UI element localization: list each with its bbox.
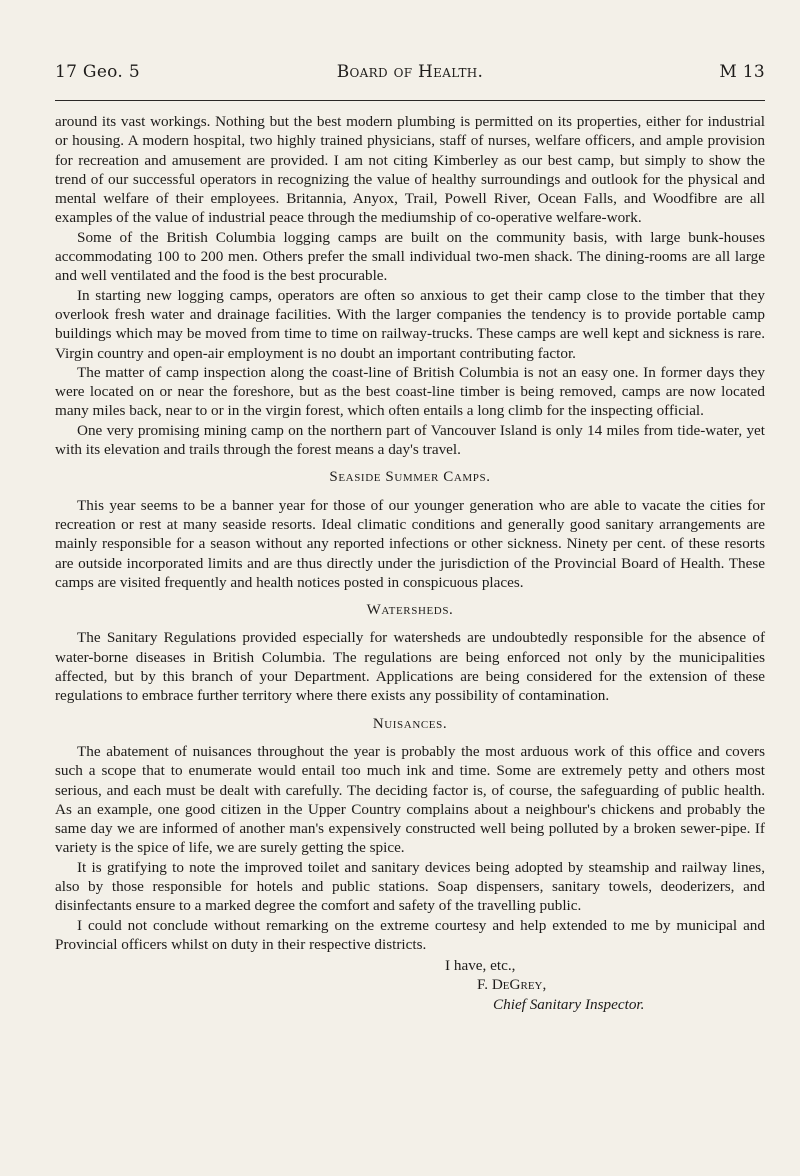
- paragraph: This year seems to be a banner year for those of our younger generation who are able to vacate the cities for recreation or rest at many seaside resorts. Ideal climatic conditions and generally good sanitary arrangements are mainly responsible for a season without any reported infections or other sickness. Ninety per cent. of these resorts are outside incorporated limits and are thus directly under the jurisdiction of the Provincial Board of Health. These camps are visited frequently and health notices posted in conspicuous places.: [55, 496, 765, 591]
- paragraph: In starting new logging camps, operators are often so anxious to get their camp close to the timber that they overlook fresh water and drainage facilities. With the larger companies the tendency is to provide portable camp buildings which may be moved from time to time on railway-trucks. These camps are well kept and sickness is rare. Virgin country and open-air employment is no doubt an important contributing factor.: [55, 286, 765, 362]
- signature-name: F. DeGrey,: [477, 976, 547, 994]
- running-header: [55, 62, 765, 86]
- paragraph: The abatement of nuisances throughout the year is probably the most arduous work of this office and covers such a scope that to enumerate would entail too much ink and time. Some are extremely petty and others most serious, and each must be dealt with carefully. The deciding factor is, of course, the safeguarding of public health. As an example, one good citizen in the Upper Country complains about a neighbour's chickens and probably the same day we are informed of another man's expensively constructed well being polluted by a broken sewer-pipe. If variety is the spice of life, we are surely getting the spice.: [55, 742, 765, 857]
- closing-line: I have, etc.,: [445, 957, 516, 975]
- paragraph: One very promising mining camp on the northern part of Vancouver Island is only 14 miles from tide-water, yet with its elevation and trails through the forest means a day's travel.: [55, 421, 765, 459]
- paragraph: I could not conclude without remarking on the extreme courtesy and help extended to me by municipal and Provincial officers whilst on duty in their respective districts.: [55, 916, 765, 953]
- paragraph: The Sanitary Regulations provided especially for watersheds are undoubtedly responsible for the absence of water-borne diseases in British Columbia. The regulations are being enforced not only by the municipalities affected, but by this branch of your Department. Applications are being considered for the extension of these regulations to embrace further territory where there exists any possibility of contamination.: [55, 629, 765, 705]
- section-heading: Watersheds.: [366, 602, 454, 619]
- session-reference: 17 Geo. 5: [55, 62, 140, 82]
- paragraph: The matter of camp inspection along the coast-line of British Columbia is not an easy one. In former days they were located on or near the foreshore, but as the best coast-line timber is being removed, camps are now located many miles back, near to or in the virgin forest, which often entails a long climb for the inspecting official.: [55, 363, 765, 420]
- signature-title: Chief Sanitary Inspector.: [493, 995, 645, 1013]
- paragraph: Some of the British Columbia logging camps are built on the community basis, with large bunk-houses accommodating 100 to 200 men. Others prefer the small individual two-men shack. The dining-rooms are all large and well ventilated and the food is the best procurable.: [55, 228, 765, 285]
- body-text: [55, 112, 765, 1014]
- section-heading: Seaside Summer Camps.: [329, 469, 491, 486]
- section-heading: Nuisances.: [372, 715, 448, 732]
- header-rule: [55, 100, 765, 101]
- page-number: M 13: [719, 62, 765, 82]
- running-title: Board of Health.: [336, 62, 484, 82]
- paragraph: It is gratifying to note the improved toilet and sanitary devices being adopted by steamship and railway lines, also by those responsible for hotels and public stations. Soap dispensers, sanitary towels, deoderizers, and disinfectants ensure to a marked degree the comfort and safety of the travelling public.: [55, 858, 765, 915]
- paragraph: around its vast workings. Nothing but the best modern plumbing is permitted on its properties, either for industrial or housing. A modern hospital, two highly trained physicians, staff of nurses, welfare officers, and ample provision for recreation and amusement are provided. I am not citing Kimberley as our best camp, but simply to show the trend of our successful operators in recognizing the value of healthy surroundings and outlook for the physical and mental welfare of their employees. Britannia, Anyox, Trail, Powell River, Ocean Falls, and Woodfibre are all examples of the value of industrial peace through the mediumship of co-operative welfare-work.: [55, 113, 765, 227]
